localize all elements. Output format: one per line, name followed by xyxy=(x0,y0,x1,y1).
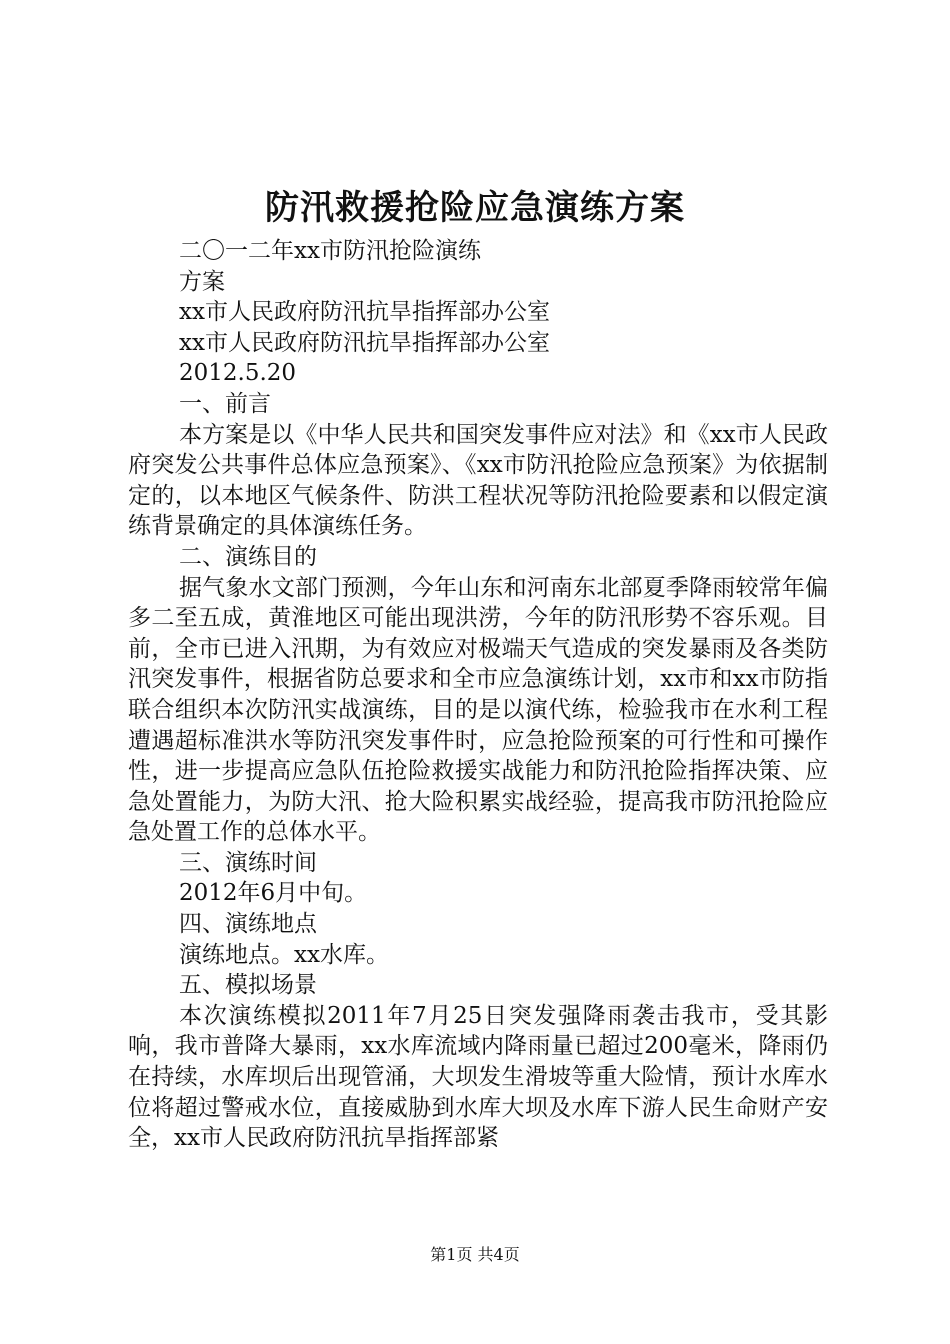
paragraph-plan: 方案 xyxy=(179,268,225,295)
paragraph-text: 本方案是以《中华人民共和国突发事件应对法》和《xx市人民政府突发公共事件总体应急预案》、《xx市防汛抢险应急预案》为依据制定的，以本地区气候条件、防洪工程状况等防汛抢险要素和以假定演练背景确定的具体演练任务。 xyxy=(128,421,828,540)
section-heading: 三、演练时间 xyxy=(179,849,317,876)
document-title: 防汛救援抢险应急演练方案 xyxy=(265,188,685,228)
document-body xyxy=(128,236,828,1154)
paragraph-date: 2012.5.20 xyxy=(179,360,297,387)
paragraph-text: 演练地点。xx水库。 xyxy=(179,941,389,968)
paragraph-text: 2012年6月中旬。 xyxy=(179,880,368,907)
section-heading: 一、前言 xyxy=(179,390,271,417)
page-footer: 第1页 共4页 xyxy=(430,1245,520,1264)
paragraph-text: 据气象水文部门预测，今年山东和河南东北部夏季降雨较常年偏多二至五成，黄淮地区可能出现洪涝，今年的防汛形势不容乐观。目前，全市已进入汛期，为有效应对极端天气造成的突发暴雨及各类防汛突发事件，根据省防总要求和全市应急演练计划，xx市和xx市防指联合组织本次防汛实战演练，目的是以演代练，检验我市在水利工程遭遇超标准洪水等防汛突发事件时，应急抢险预案的可行性和可操作性，进一步提高应急队伍抢险救援实战能力和防汛抢险指挥决策、应急处置能力，为防大汛、抢大险积累实战经验，提高我市防汛抢险应急处置工作的总体水平。 xyxy=(128,574,828,846)
section-heading: 四、演练地点 xyxy=(179,911,317,938)
paragraph-issuer: xx市人民政府防汛抗旱指挥部办公室 xyxy=(179,329,550,356)
paragraph-subtitle: 二〇一二年xx市防汛抢险演练 xyxy=(179,238,481,264)
section-heading: 二、演练目的 xyxy=(179,543,317,570)
section-heading: 五、模拟场景 xyxy=(179,972,317,999)
paragraph-issuer: xx市人民政府防汛抗旱指挥部办公室 xyxy=(179,299,550,326)
paragraph-text: 本次演练模拟2011年7月25日突发强降雨袭击我市，受其影响，我市普降大暴雨，xx水库流域内降雨量已超过200毫米，降雨仍在持续，水库坝后出现管涌，大坝发生滑坡等重大险情，预计水库水位将超过警戒水位，直接威胁到水库大坝及水库下游人民生命财产安全，xx市人民政府防汛抗旱指挥部紧 xyxy=(128,1002,828,1152)
